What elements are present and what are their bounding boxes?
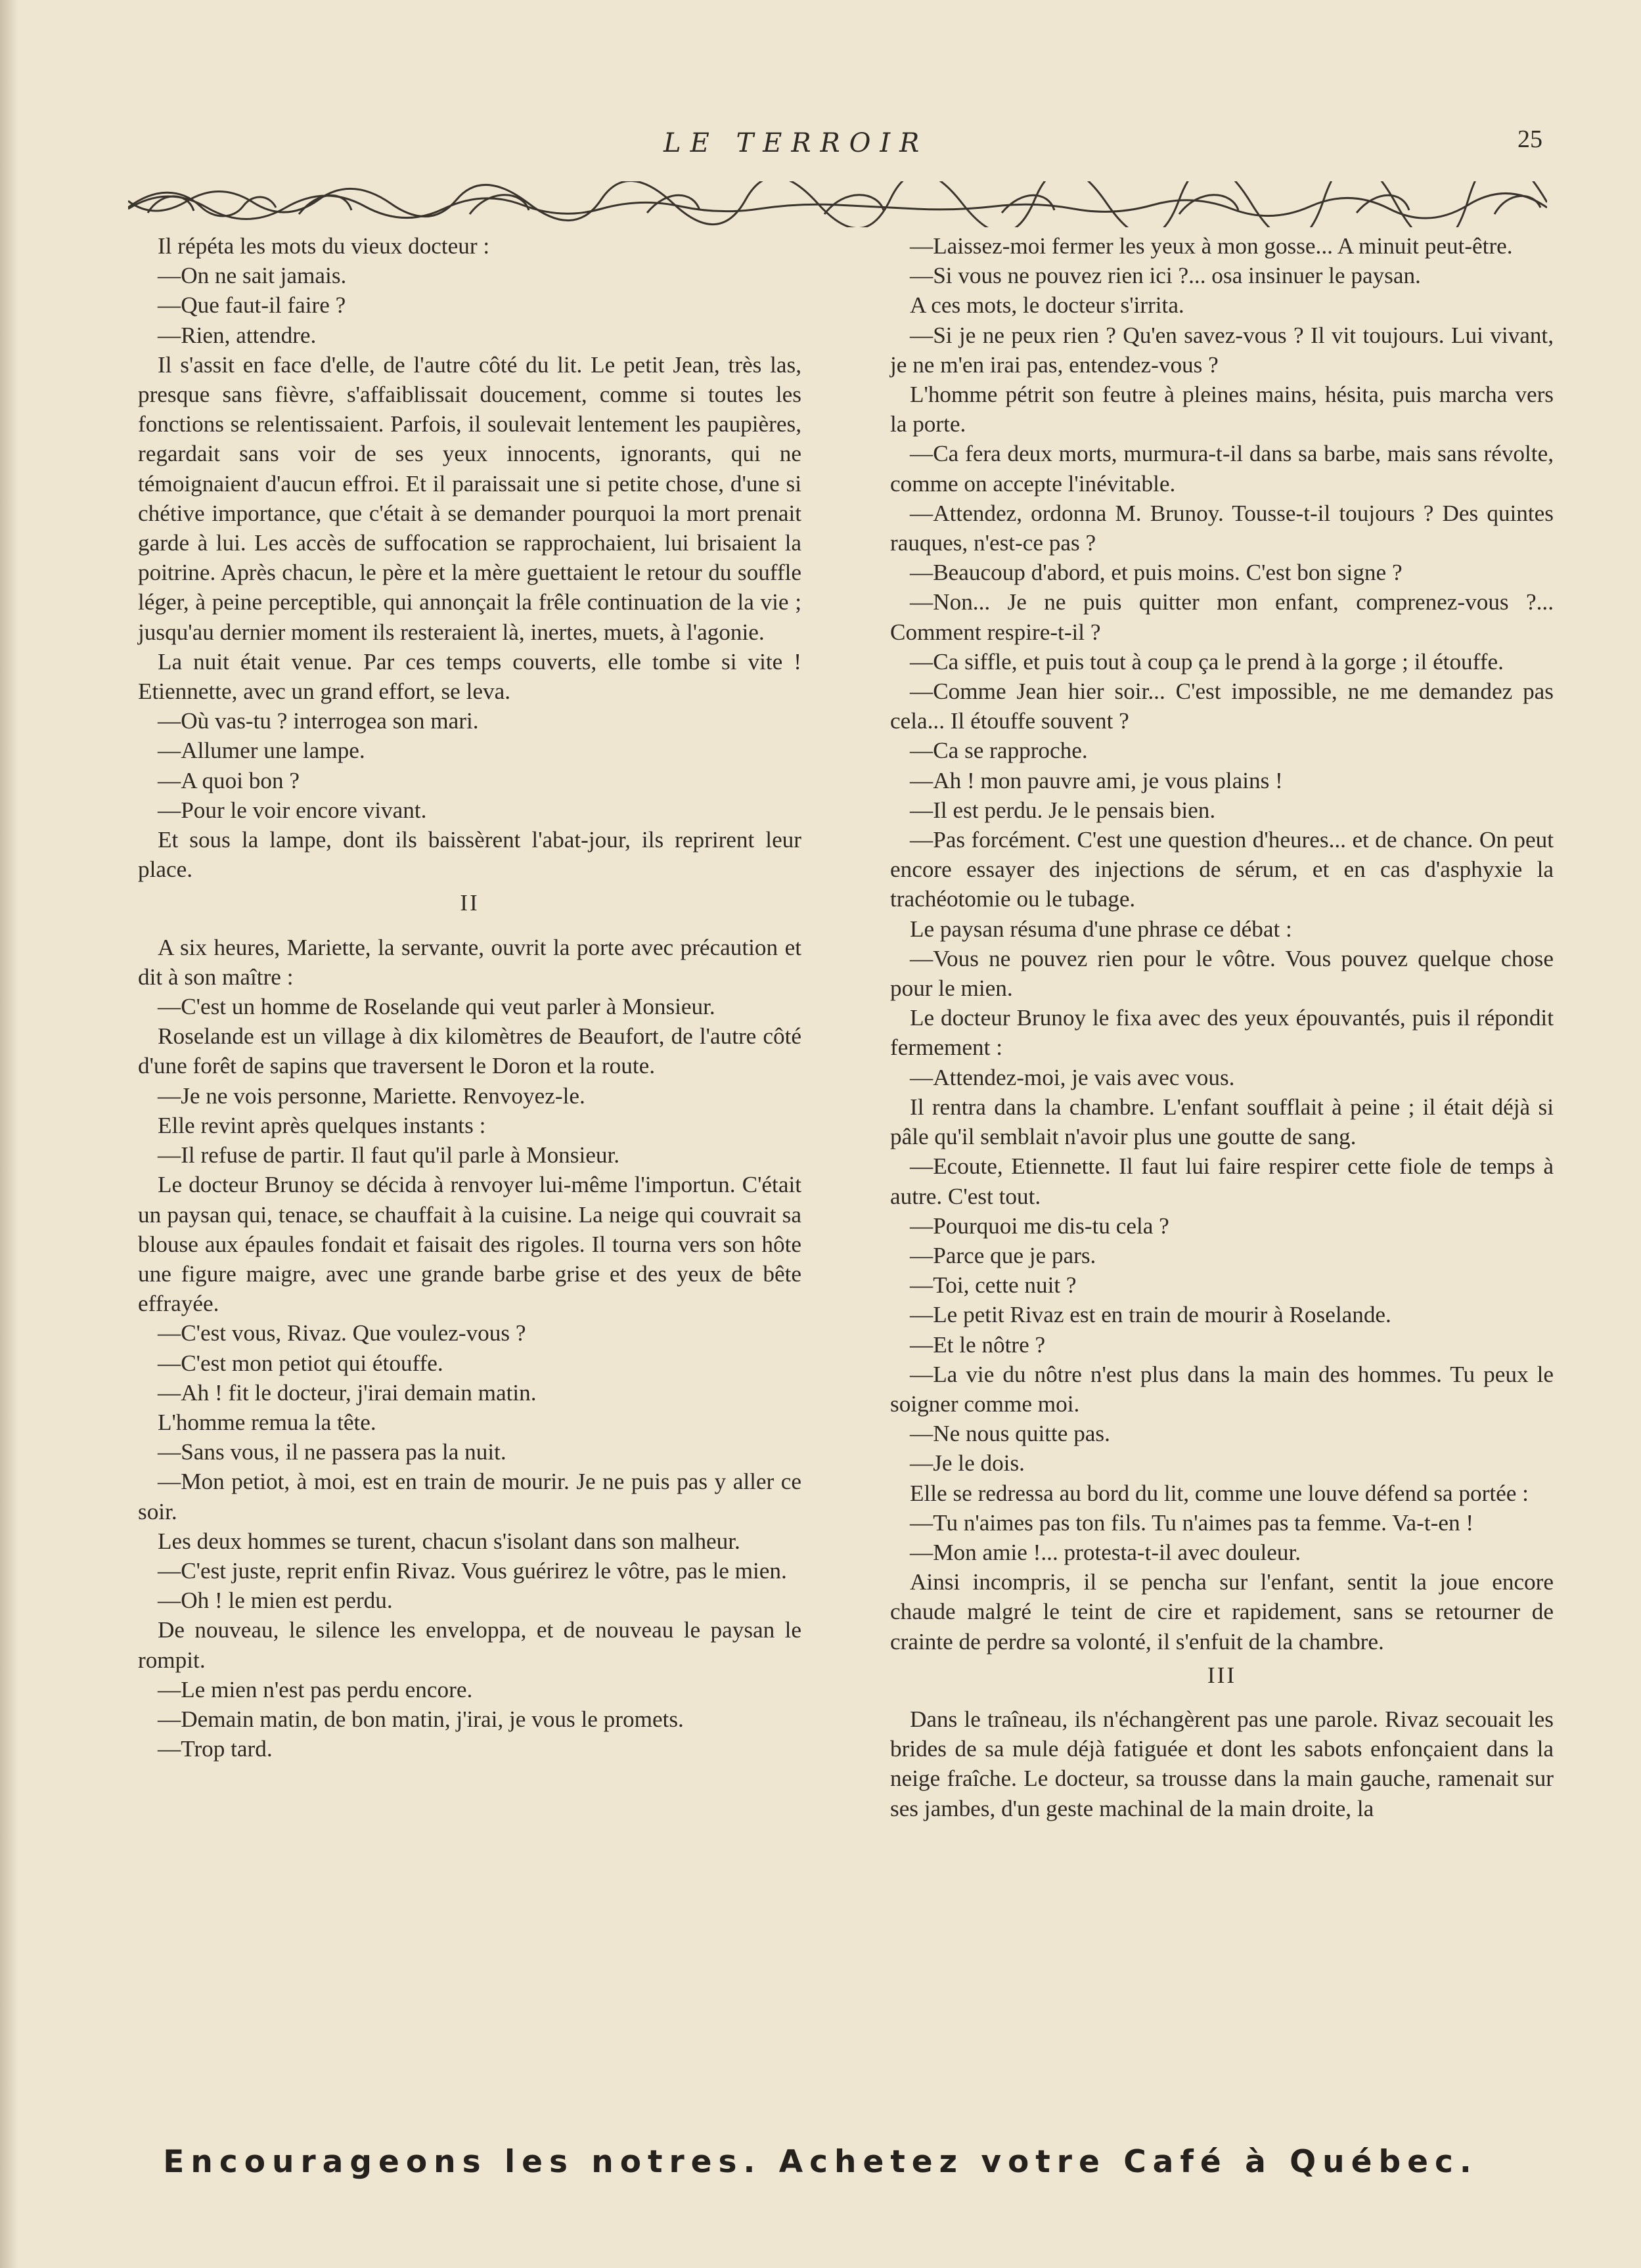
paragraph: —Attendez, ordonna M. Brunoy. Tousse-t-il toujours ? Des quintes rauques, n'est-ce pas ?	[890, 500, 1554, 556]
paragraph: Ainsi incompris, il se pencha sur l'enfant, sentit la joue encore chaude malgré le teint de cire et rapidement, sans se retourner de crainte de perdre sa volonté, il s'enfuit de la chambre.	[890, 1569, 1554, 1655]
paragraph: —C'est vous, Rivaz. Que voulez-vous ?	[158, 1320, 526, 1346]
paragraph: —Ah ! mon pauvre ami, je vous plains !	[910, 767, 1283, 793]
paragraph: Et sous la lampe, dont ils baissèrent l'abat-jour, ils reprirent leur place.	[138, 827, 801, 883]
paragraph: —C'est juste, reprit enfin Rivaz. Vous guérirez le vôtre, pas le mien.	[158, 1557, 787, 1584]
paragraph: —Parce que je pars.	[910, 1242, 1096, 1268]
paragraph: —Où vas-tu ? interrogea son mari.	[158, 708, 479, 734]
paragraph: —Beaucoup d'abord, et puis moins. C'est bon signe ?	[910, 560, 1403, 586]
paragraph: Dans le traîneau, ils n'échangèrent pas une parole. Rivaz secouait les brides de sa mule déjà fatiguée et dont les sabots enfonçaient dans la neige fraîche. Le docteur, sa trousse dans la main gauche, ramenait sur ses jambes, d'un geste machinal de la main droite, la	[890, 1706, 1554, 1821]
paragraph: —Tu n'aimes pas ton fils. Tu n'aimes pas ta femme. Va-t-en !	[910, 1509, 1474, 1536]
page-number: 25	[1517, 125, 1542, 153]
paragraph: —Ecoute, Etiennette. Il faut lui faire respirer cette fiole de temps à autre. C'est tout.	[890, 1153, 1554, 1209]
paragraph: A ces mots, le docteur s'irrita.	[910, 292, 1184, 319]
right-text-column	[890, 231, 1554, 1823]
paragraph: —Attendez-moi, je vais avec vous.	[910, 1064, 1235, 1090]
running-title: LE TERROIR	[663, 128, 929, 158]
left-text-column	[138, 231, 801, 1764]
section-heading: II	[460, 890, 480, 916]
paragraph: L'homme pétrit son feutre à pleines mains, hésita, puis marcha vers la porte.	[890, 382, 1554, 437]
paragraph: —Mon amie !... protesta-t-il avec douleur.	[910, 1539, 1301, 1565]
paragraph: Les deux hommes se turent, chacun s'isolant dans son malheur.	[158, 1528, 740, 1554]
paragraph: —Que faut-il faire ?	[158, 292, 346, 319]
paragraph: —On ne sait jamais.	[158, 263, 347, 289]
paragraph: —Je le dois.	[910, 1450, 1025, 1477]
paragraph: Il s'assit en face d'elle, de l'autre côté du lit. Le petit Jean, très las, presque sans fièvre, s'affaiblissait doucement, comme si toutes les fonctions se relentissaient. Parfois, il soulevait lentement les paupières, regardait sans voir de ses yeux innocents, ignorants, qui ne témoignaient d'aucun effroi. Et il paraissait une si petite chose, d'une si chétive importance, que c'était à se demander pourquoi la mort prenait garde à lui. Les accès de suffocation se rapprochaient, lui brisaient la poitrine. Après chacun, le père et la mère guettaient le retour du souffle léger, à peine perceptible, qui annonçait la frêle continuation de la vie ; jusqu'au dernier moment ils resteraient là, inertes, muets, à l'agonie.	[138, 351, 801, 645]
decorative-scroll-border-icon	[128, 181, 1547, 227]
paragraph: —Pourquoi me dis-tu cela ?	[910, 1212, 1169, 1239]
paragraph: —Ca fera deux morts, murmura-t-il dans sa barbe, mais sans révolte, comme on accepte l'inévitable.	[890, 441, 1554, 497]
paragraph: —Trop tard.	[158, 1736, 273, 1762]
paragraph: Elle se redressa au bord du lit, comme une louve défend sa portée :	[910, 1480, 1529, 1506]
paragraph: —Ca se rapproche.	[910, 738, 1088, 764]
paragraph: —Laissez-moi fermer les yeux à mon gosse... A minuit peut-être.	[910, 233, 1513, 259]
paragraph: —Mon petiot, à moi, est en train de mourir. Je ne puis pas y aller ce soir.	[138, 1469, 801, 1524]
paragraph: —C'est mon petiot qui étouffe.	[158, 1350, 443, 1376]
paragraph: Le paysan résuma d'une phrase ce débat :	[910, 916, 1292, 942]
paragraph: —Demain matin, de bon matin, j'irai, je vous le promets.	[158, 1706, 684, 1732]
paragraph: —Il refuse de partir. Il faut qu'il parle à Monsieur.	[158, 1142, 620, 1168]
paragraph: —Le petit Rivaz est en train de mourir à Roselande.	[910, 1302, 1391, 1328]
footer-advertisement-slogan: Encourageons les notres. Achetez votre Café à Québec.	[163, 2144, 1478, 2180]
paragraph: —Rien, attendre.	[158, 322, 317, 348]
paragraph: Roselande est un village à dix kilomètres de Beaufort, de l'autre côté d'une forêt de sapins que traversent le Doron et la route.	[138, 1023, 801, 1079]
paragraph: —A quoi bon ?	[158, 767, 300, 793]
paragraph: —Je ne vois personne, Mariette. Renvoyez-le.	[158, 1082, 585, 1109]
paragraph: —Toi, cette nuit ?	[910, 1272, 1077, 1299]
paragraph: Il rentra dans la chambre. L'enfant soufflait à peine ; il était déjà si pâle qu'il semblait n'avoir plus une goutte de sang.	[890, 1094, 1554, 1150]
paragraph: —Sans vous, il ne passera pas la nuit.	[158, 1439, 506, 1465]
paragraph: —Si vous ne pouvez rien ici ?... osa insinuer le paysan.	[910, 263, 1421, 289]
paragraph: —Pas forcément. C'est une question d'heures... et de chance. On peut encore essayer des injections de sérum, et en cas d'asphyxie la trachéotomie ou le tubage.	[890, 827, 1554, 912]
paragraph: —Ca siffle, et puis tout à coup ça le prend à la gorge ; il étouffe.	[910, 648, 1504, 675]
paragraph: —Vous ne pouvez rien pour le vôtre. Vous pouvez quelque chose pour le mien.	[890, 945, 1554, 1002]
paragraph: —Oh ! le mien est perdu.	[158, 1588, 393, 1614]
paragraph: Le docteur Brunoy se décida à renvoyer lui-même l'importun. C'était un paysan qui, tenace, se chauffait à la cuisine. La neige qui couvrait sa blouse aux épaules fondait et faisait des rigoles. Il tourna vers son hôte une figure maigre, avec une grande barbe grise et des yeux de bête effrayée.	[138, 1172, 801, 1317]
paragraph: Elle revint après quelques instants :	[158, 1112, 486, 1138]
paragraph: —Pour le voir encore vivant.	[158, 797, 427, 823]
paragraph: —Ah ! fit le docteur, j'irai demain matin.	[158, 1379, 537, 1406]
page-edge-shadow	[0, 0, 18, 2268]
paragraph: De nouveau, le silence les enveloppa, et de nouveau le paysan le rompit.	[138, 1617, 801, 1673]
paragraph: —Allumer une lampe.	[158, 738, 365, 764]
paragraph: —La vie du nôtre n'est plus dans la main des hommes. Tu peux le soigner comme moi.	[890, 1361, 1554, 1417]
paragraph: —Non... Je ne puis quitter mon enfant, comprenez-vous ?... Comment respire-t-il ?	[890, 589, 1554, 645]
paragraph: Il répéta les mots du vieux docteur :	[158, 233, 490, 259]
paragraph: —Il est perdu. Je le pensais bien.	[910, 797, 1216, 823]
paragraph: —Ne nous quitte pas.	[910, 1421, 1110, 1447]
paragraph: —Et le nôtre ?	[910, 1331, 1046, 1358]
paragraph: —Si je ne peux rien ? Qu'en savez-vous ? Il vit toujours. Lui vivant, je ne m'en irai pas, entendez-vous ?	[890, 322, 1554, 378]
section-heading: III	[1207, 1662, 1237, 1688]
paragraph: —Comme Jean hier soir... C'est impossible, ne me demandez pas cela... Il étouffe souvent ?	[890, 678, 1554, 734]
paragraph: A six heures, Mariette, la servante, ouvrit la porte avec précaution et dit à son maître :	[138, 934, 801, 990]
paragraph: La nuit était venue. Par ces temps couverts, elle tombe si vite ! Etiennette, avec un grand effort, se leva.	[138, 648, 801, 705]
paragraph: —C'est un homme de Roselande qui veut parler à Monsieur.	[158, 994, 715, 1020]
paragraph: Le docteur Brunoy le fixa avec des yeux épouvantés, puis il répondit fermement :	[890, 1005, 1554, 1061]
paragraph: —Le mien n'est pas perdu encore.	[158, 1676, 473, 1702]
paragraph: L'homme remua la tête.	[158, 1409, 376, 1435]
